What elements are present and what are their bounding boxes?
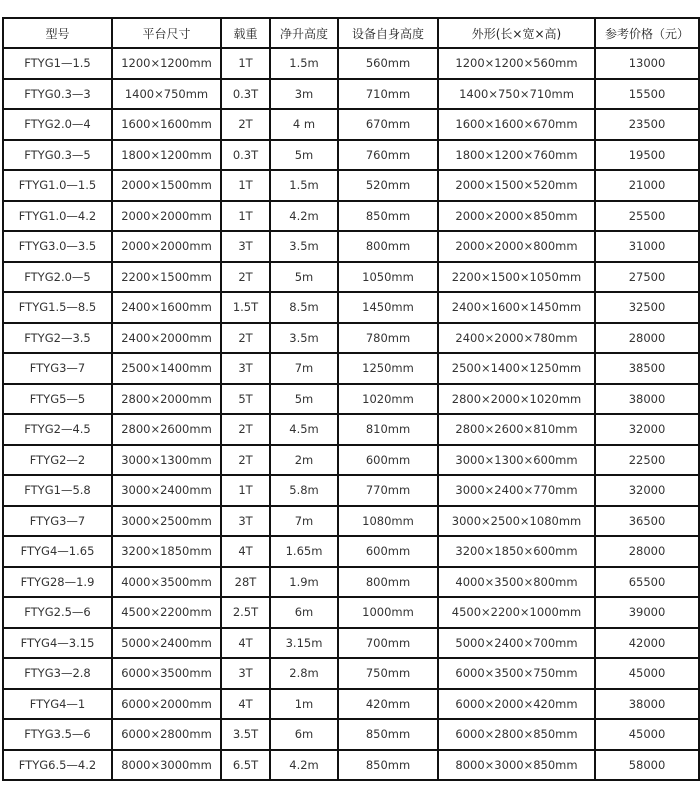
cell-device-height: 800mm [338,231,438,262]
cell-device-height: 760mm [338,140,438,171]
cell-device-height: 800mm [338,567,438,598]
cell-model: FTYG5—5 [3,384,112,415]
cell-lift-height: 3.5m [270,231,338,262]
cell-price: 32000 [595,475,699,506]
cell-lift-height: 2m [270,445,338,476]
cell-model: FTYG2.5—6 [3,597,112,628]
cell-lift-height: 7m [270,353,338,384]
cell-price: 19500 [595,140,699,171]
cell-price: 42000 [595,628,699,659]
header-row [3,18,699,48]
table-body [3,48,699,780]
cell-model: FTYG2—2 [3,445,112,476]
cell-model: FTYG4—1 [3,689,112,720]
cell-device-height: 1020mm [338,384,438,415]
table-row [3,201,699,232]
table-row [3,48,699,79]
cell-lift-height: 1.65m [270,536,338,567]
cell-lift-height: 1.9m [270,567,338,598]
cell-model: FTYG0.3—3 [3,79,112,110]
cell-platform-size: 1200×1200mm [112,48,221,79]
cell-device-height: 750mm [338,658,438,689]
cell-load: 3T [221,506,270,537]
table-row [3,414,699,445]
cell-model: FTYG2—4.5 [3,414,112,445]
cell-dimensions: 6000×2800×850mm [438,719,595,750]
table-row [3,323,699,354]
cell-platform-size: 5000×2400mm [112,628,221,659]
cell-dimensions: 1400×750×710mm [438,79,595,110]
cell-dimensions: 2000×2000×800mm [438,231,595,262]
cell-platform-size: 6000×3500mm [112,658,221,689]
cell-model: FTYG4—1.65 [3,536,112,567]
cell-lift-height: 6m [270,719,338,750]
table-row [3,628,699,659]
cell-lift-height: 2.8m [270,658,338,689]
cell-load: 3T [221,353,270,384]
cell-device-height: 600mm [338,445,438,476]
cell-device-height: 1000mm [338,597,438,628]
table-row [3,445,699,476]
header-load: 载重 [221,18,270,48]
table-row [3,109,699,140]
table-row [3,597,699,628]
table-row [3,231,699,262]
cell-load: 4T [221,536,270,567]
cell-dimensions: 2400×2000×780mm [438,323,595,354]
cell-model: FTYG2.0—5 [3,262,112,293]
cell-load: 1.5T [221,292,270,323]
cell-platform-size: 2200×1500mm [112,262,221,293]
cell-model: FTYG28—1.9 [3,567,112,598]
cell-platform-size: 4500×2200mm [112,597,221,628]
table-row [3,658,699,689]
cell-model: FTYG2.0—4 [3,109,112,140]
cell-lift-height: 3.15m [270,628,338,659]
cell-dimensions: 2800×2600×810mm [438,414,595,445]
cell-lift-height: 5.8m [270,475,338,506]
cell-dimensions: 4500×2200×1000mm [438,597,595,628]
cell-price: 39000 [595,597,699,628]
table-row [3,292,699,323]
table-row [3,536,699,567]
cell-lift-height: 7m [270,506,338,537]
header-platform-size: 平台尺寸 [112,18,221,48]
cell-dimensions: 2800×2000×1020mm [438,384,595,415]
cell-lift-height: 3m [270,79,338,110]
cell-model: FTYG6.5—4.2 [3,750,112,781]
cell-device-height: 670mm [338,109,438,140]
cell-dimensions: 3200×1850×600mm [438,536,595,567]
cell-platform-size: 1400×750mm [112,79,221,110]
cell-lift-height: 5m [270,384,338,415]
table-row [3,475,699,506]
cell-device-height: 850mm [338,719,438,750]
cell-dimensions: 2000×1500×520mm [438,170,595,201]
cell-model: FTYG3—2.8 [3,658,112,689]
cell-load: 3T [221,658,270,689]
cell-price: 31000 [595,231,699,262]
cell-price: 13000 [595,48,699,79]
cell-price: 38000 [595,384,699,415]
cell-platform-size: 2800×2000mm [112,384,221,415]
cell-device-height: 1050mm [338,262,438,293]
cell-load: 2T [221,109,270,140]
header-dimensions: 外形(长×宽×高) [438,18,595,48]
cell-price: 28000 [595,536,699,567]
cell-platform-size: 2800×2600mm [112,414,221,445]
cell-dimensions: 1800×1200×760mm [438,140,595,171]
cell-dimensions: 5000×2400×700mm [438,628,595,659]
cell-model: FTYG1.0—1.5 [3,170,112,201]
header-lift-height: 净升高度 [270,18,338,48]
cell-model: FTYG4—3.15 [3,628,112,659]
cell-price: 65500 [595,567,699,598]
cell-platform-size: 2500×1400mm [112,353,221,384]
cell-platform-size: 2000×2000mm [112,201,221,232]
cell-lift-height: 1m [270,689,338,720]
cell-load: 4T [221,689,270,720]
cell-lift-height: 3.5m [270,323,338,354]
cell-dimensions: 2200×1500×1050mm [438,262,595,293]
cell-lift-height: 8.5m [270,292,338,323]
cell-price: 15500 [595,79,699,110]
table-row [3,170,699,201]
cell-device-height: 810mm [338,414,438,445]
cell-device-height: 850mm [338,750,438,781]
cell-price: 38000 [595,689,699,720]
cell-price: 27500 [595,262,699,293]
cell-dimensions: 3000×2400×770mm [438,475,595,506]
header-model: 型号 [3,18,112,48]
cell-model: FTYG3.5—6 [3,719,112,750]
header-device-height: 设备自身高度 [338,18,438,48]
cell-lift-height: 5m [270,262,338,293]
cell-platform-size: 2400×2000mm [112,323,221,354]
table-row [3,750,699,781]
cell-lift-height: 1.5m [270,170,338,201]
cell-model: FTYG3—7 [3,353,112,384]
cell-load: 3T [221,231,270,262]
cell-lift-height: 1.5m [270,48,338,79]
cell-load: 2T [221,262,270,293]
cell-lift-height: 4 m [270,109,338,140]
cell-price: 45000 [595,658,699,689]
cell-dimensions: 3000×2500×1080mm [438,506,595,537]
header-price: 参考价格（元） [595,18,699,48]
cell-lift-height: 4.2m [270,201,338,232]
cell-price: 58000 [595,750,699,781]
cell-model: FTYG1—1.5 [3,48,112,79]
cell-load: 0.3T [221,140,270,171]
cell-dimensions: 2500×1400×1250mm [438,353,595,384]
cell-model: FTYG1—5.8 [3,475,112,506]
table-row [3,567,699,598]
cell-dimensions: 8000×3000×850mm [438,750,595,781]
table-row [3,79,699,110]
cell-lift-height: 4.2m [270,750,338,781]
cell-device-height: 770mm [338,475,438,506]
cell-platform-size: 3000×2400mm [112,475,221,506]
cell-device-height: 600mm [338,536,438,567]
cell-load: 3.5T [221,719,270,750]
cell-load: 5T [221,384,270,415]
cell-load: 1T [221,201,270,232]
cell-price: 22500 [595,445,699,476]
cell-device-height: 1250mm [338,353,438,384]
table-row [3,384,699,415]
cell-dimensions: 1600×1600×670mm [438,109,595,140]
cell-model: FTYG0.3—5 [3,140,112,171]
table-row [3,353,699,384]
cell-dimensions: 6000×2000×420mm [438,689,595,720]
cell-lift-height: 4.5m [270,414,338,445]
cell-platform-size: 2000×2000mm [112,231,221,262]
cell-platform-size: 1800×1200mm [112,140,221,171]
cell-load: 1T [221,475,270,506]
cell-device-height: 850mm [338,201,438,232]
cell-device-height: 560mm [338,48,438,79]
cell-platform-size: 1600×1600mm [112,109,221,140]
cell-dimensions: 4000×3500×800mm [438,567,595,598]
cell-lift-height: 5m [270,140,338,171]
cell-load: 2.5T [221,597,270,628]
cell-price: 32000 [595,414,699,445]
cell-device-height: 700mm [338,628,438,659]
cell-load: 6.5T [221,750,270,781]
cell-load: 2T [221,323,270,354]
cell-model: FTYG1.5—8.5 [3,292,112,323]
cell-platform-size: 4000×3500mm [112,567,221,598]
cell-device-height: 710mm [338,79,438,110]
cell-price: 28000 [595,323,699,354]
cell-platform-size: 2000×1500mm [112,170,221,201]
cell-dimensions: 2000×2000×850mm [438,201,595,232]
table-row [3,719,699,750]
cell-device-height: 420mm [338,689,438,720]
cell-platform-size: 3000×1300mm [112,445,221,476]
cell-load: 28T [221,567,270,598]
cell-device-height: 1080mm [338,506,438,537]
cell-load: 1T [221,48,270,79]
cell-platform-size: 2400×1600mm [112,292,221,323]
cell-load: 2T [221,445,270,476]
cell-price: 25500 [595,201,699,232]
cell-platform-size: 6000×2000mm [112,689,221,720]
cell-device-height: 780mm [338,323,438,354]
cell-price: 38500 [595,353,699,384]
spec-price-table [2,17,700,781]
cell-dimensions: 6000×3500×750mm [438,658,595,689]
cell-load: 2T [221,414,270,445]
cell-price: 36500 [595,506,699,537]
cell-price: 23500 [595,109,699,140]
table-row [3,140,699,171]
cell-dimensions: 2400×1600×1450mm [438,292,595,323]
cell-load: 4T [221,628,270,659]
cell-dimensions: 3000×1300×600mm [438,445,595,476]
cell-platform-size: 3200×1850mm [112,536,221,567]
cell-device-height: 1450mm [338,292,438,323]
table-row [3,262,699,293]
cell-lift-height: 6m [270,597,338,628]
cell-device-height: 520mm [338,170,438,201]
cell-model: FTYG3.0—3.5 [3,231,112,262]
cell-platform-size: 6000×2800mm [112,719,221,750]
cell-load: 1T [221,170,270,201]
cell-model: FTYG1.0—4.2 [3,201,112,232]
cell-price: 32500 [595,292,699,323]
cell-price: 45000 [595,719,699,750]
cell-model: FTYG2—3.5 [3,323,112,354]
cell-dimensions: 1200×1200×560mm [438,48,595,79]
table-row [3,689,699,720]
table-row [3,506,699,537]
cell-platform-size: 3000×2500mm [112,506,221,537]
cell-model: FTYG3—7 [3,506,112,537]
cell-load: 0.3T [221,79,270,110]
cell-price: 21000 [595,170,699,201]
cell-platform-size: 8000×3000mm [112,750,221,781]
